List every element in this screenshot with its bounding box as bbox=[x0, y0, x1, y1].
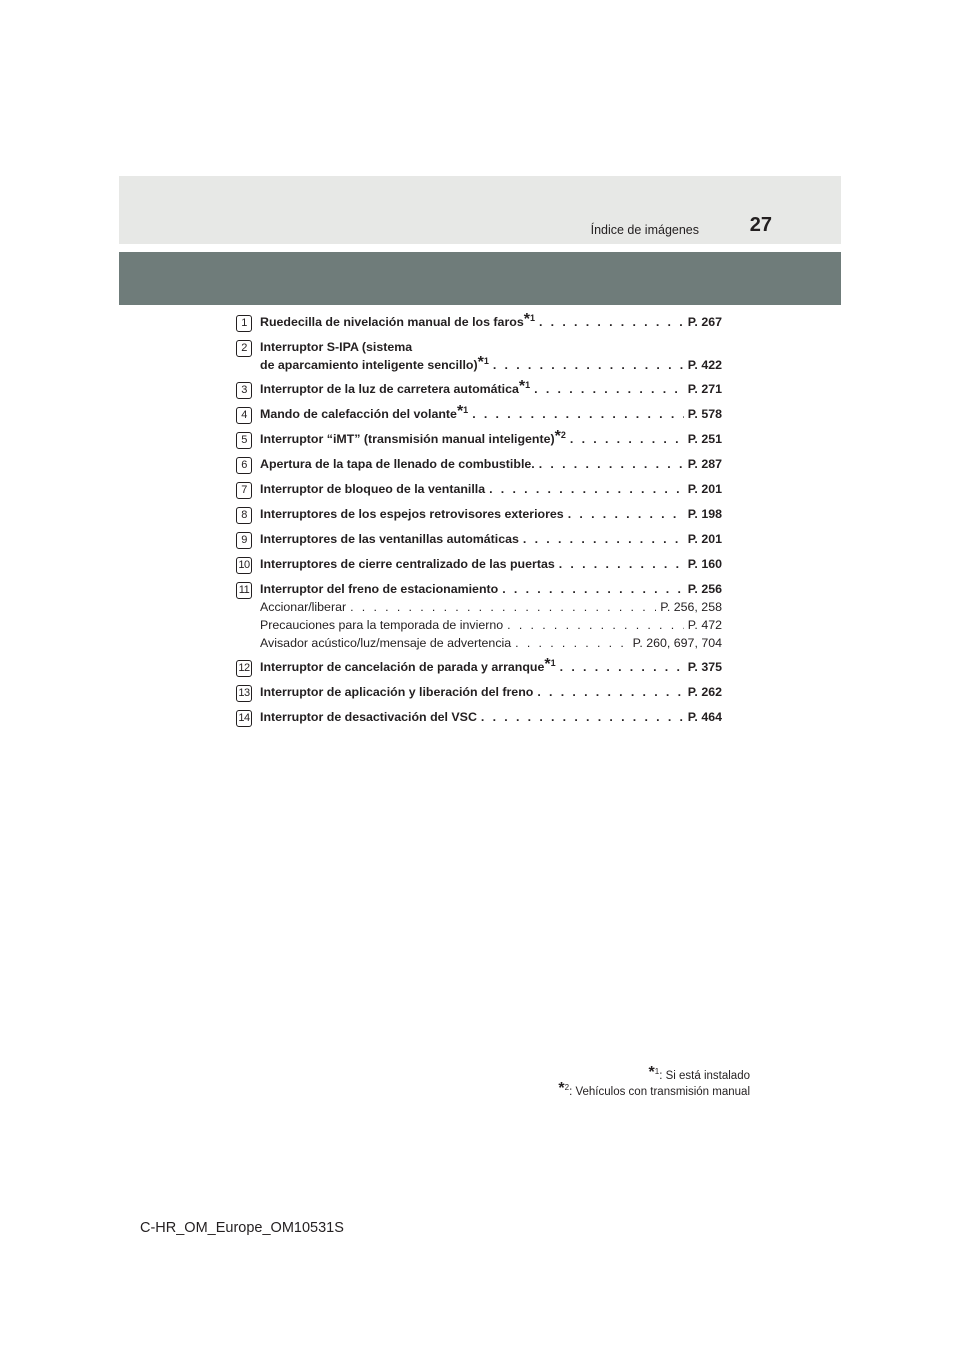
page-reference: P. 375 bbox=[687, 660, 722, 674]
page-number: 27 bbox=[749, 214, 772, 236]
page-reference: P. 578 bbox=[687, 407, 722, 421]
entry-body bbox=[260, 580, 722, 652]
entry-label bbox=[260, 708, 477, 726]
entry-line bbox=[260, 634, 722, 652]
entry-label bbox=[260, 530, 519, 548]
entry-label bbox=[260, 380, 530, 398]
entry-line bbox=[260, 405, 722, 423]
index-entry bbox=[236, 455, 722, 474]
dot-leader bbox=[539, 313, 684, 331]
asterisk-icon: * bbox=[523, 311, 530, 328]
dot-leader bbox=[534, 380, 684, 398]
dot-leader bbox=[493, 356, 684, 374]
entry-label bbox=[260, 313, 535, 331]
entry-line bbox=[260, 380, 722, 398]
entry-label-text: Apertura de la tapa de llenado de combustible. bbox=[260, 457, 535, 471]
entry-label bbox=[260, 580, 498, 598]
page-reference: P. 160 bbox=[687, 557, 722, 571]
page-reference: P. 251 bbox=[687, 432, 722, 446]
asterisk-icon: * bbox=[648, 1064, 655, 1081]
callout-number-badge: 12 bbox=[236, 660, 252, 677]
entry-line bbox=[260, 430, 722, 448]
callout-number-badge: 7 bbox=[236, 482, 252, 499]
entry-body bbox=[260, 455, 722, 473]
entry-label bbox=[260, 338, 412, 356]
entry-body bbox=[260, 683, 722, 701]
page-reference: P. 260, 697, 704 bbox=[632, 636, 722, 650]
footnote-number: 2 bbox=[560, 430, 566, 440]
index-entry bbox=[236, 658, 722, 677]
entry-body bbox=[260, 555, 722, 573]
page-reference: P. 201 bbox=[687, 532, 722, 546]
entry-body bbox=[260, 530, 722, 548]
entry-label-text: Mando de calefacción del volante bbox=[260, 407, 457, 421]
page-reference: P. 262 bbox=[687, 685, 722, 699]
header-band bbox=[119, 176, 841, 244]
footnote-number: 1 bbox=[483, 356, 489, 366]
entry-label-text: Interruptor “iMT” (transmisión manual inteligente) bbox=[260, 432, 555, 446]
entry-label bbox=[260, 634, 511, 652]
entry-label-text: Avisador acústico/luz/mensaje de advertencia bbox=[260, 636, 512, 650]
callout-number-badge: 6 bbox=[236, 457, 252, 474]
page-reference: P. 422 bbox=[687, 358, 722, 372]
asterisk-icon: * bbox=[477, 354, 484, 371]
callout-number-badge: 14 bbox=[236, 710, 252, 727]
footnote-marker bbox=[648, 1064, 660, 1081]
entry-label-text: Interruptor de desactivación del VSC bbox=[260, 710, 477, 724]
callout-number-badge: 5 bbox=[236, 432, 252, 449]
dot-leader bbox=[523, 530, 684, 548]
footnote bbox=[558, 1080, 750, 1100]
asterisk-icon: * bbox=[544, 656, 551, 673]
entry-label bbox=[260, 455, 535, 473]
index-entry bbox=[236, 683, 722, 702]
entry-line bbox=[260, 555, 722, 573]
footnotes bbox=[558, 1064, 750, 1100]
page-reference: P. 287 bbox=[687, 457, 722, 471]
dot-leader bbox=[515, 634, 628, 652]
entry-line bbox=[260, 598, 722, 616]
entry-label-text: Interruptor de cancelación de parada y arranque bbox=[260, 660, 545, 674]
index-entry bbox=[236, 580, 722, 652]
entry-label-text: Interruptor de aplicación y liberación del freno bbox=[260, 685, 534, 699]
dot-leader bbox=[537, 683, 683, 701]
entry-body bbox=[260, 380, 722, 398]
asterisk-icon: * bbox=[554, 428, 561, 445]
footnote-marker bbox=[456, 403, 469, 420]
entry-label-text: Interruptor S-IPA (sistema bbox=[260, 340, 413, 354]
footnote-text: : Vehículos con transmisión manual bbox=[569, 1086, 750, 1098]
index-entry bbox=[236, 313, 722, 332]
page-reference: P. 256, 258 bbox=[660, 600, 722, 614]
index-entry bbox=[236, 380, 722, 399]
entry-line bbox=[260, 708, 722, 726]
entry-label-text: Interruptor de bloqueo de la ventanilla bbox=[260, 482, 486, 496]
entry-body bbox=[260, 405, 722, 423]
section-tab-band bbox=[119, 252, 841, 305]
index-entry bbox=[236, 405, 722, 424]
footnote-number: 2 bbox=[564, 1083, 570, 1092]
entry-label bbox=[260, 505, 564, 523]
dot-leader bbox=[539, 455, 684, 473]
callout-number-badge: 11 bbox=[236, 582, 252, 599]
dot-leader bbox=[489, 480, 684, 498]
entry-line bbox=[260, 616, 722, 634]
dot-leader bbox=[481, 708, 684, 726]
callout-number-badge: 9 bbox=[236, 532, 252, 549]
entry-line bbox=[260, 683, 722, 701]
entry-label-text: Accionar/liberar bbox=[260, 600, 347, 614]
dot-leader bbox=[568, 505, 684, 523]
entry-line bbox=[260, 505, 722, 523]
page-reference: P. 472 bbox=[687, 618, 722, 632]
page-reference: P. 267 bbox=[687, 315, 722, 329]
entry-body bbox=[260, 505, 722, 523]
entry-body bbox=[260, 658, 722, 676]
entry-label bbox=[260, 356, 489, 374]
callout-number-badge: 8 bbox=[236, 507, 252, 524]
entry-label bbox=[260, 405, 468, 423]
footnote-number: 1 bbox=[550, 658, 556, 668]
entry-label-text: Interruptor del freno de estacionamiento bbox=[260, 582, 499, 596]
entry-label bbox=[260, 683, 533, 701]
index-entry bbox=[236, 430, 722, 449]
entry-label bbox=[260, 480, 485, 498]
page-reference: P. 198 bbox=[687, 507, 722, 521]
entry-line bbox=[260, 455, 722, 473]
dot-leader bbox=[559, 555, 684, 573]
asterisk-icon: * bbox=[518, 378, 526, 395]
footnote-number: 1 bbox=[463, 405, 469, 415]
footnote-marker bbox=[554, 428, 566, 445]
picture-index-list bbox=[236, 313, 722, 733]
callout-number-badge: 1 bbox=[236, 315, 252, 332]
entry-body bbox=[260, 338, 722, 374]
entry-label bbox=[260, 555, 555, 573]
callout-number-badge: 3 bbox=[236, 382, 252, 399]
footnote-number: 1 bbox=[525, 380, 531, 390]
entry-line bbox=[260, 530, 722, 548]
entry-line bbox=[260, 356, 722, 374]
entry-body bbox=[260, 430, 722, 448]
index-entry bbox=[236, 480, 722, 499]
entry-label-text: Precauciones para la temporada de invierno bbox=[260, 618, 504, 632]
page-reference: P. 256 bbox=[687, 582, 722, 596]
entry-label bbox=[260, 658, 556, 676]
footnote-text: : Si está instalado bbox=[659, 1070, 750, 1082]
entry-label-text: Interruptores de las ventanillas automáticas bbox=[260, 532, 519, 546]
entry-label-text: Ruedecilla de nivelación manual de los faros bbox=[260, 315, 524, 329]
asterisk-icon: * bbox=[456, 403, 464, 420]
index-entry bbox=[236, 505, 722, 524]
dot-leader bbox=[570, 430, 684, 448]
footnote-marker bbox=[523, 311, 535, 328]
footnote-number: 1 bbox=[529, 313, 535, 323]
entry-label bbox=[260, 430, 566, 448]
dot-leader bbox=[472, 405, 684, 423]
footnote-marker bbox=[518, 378, 531, 395]
footnote-marker bbox=[544, 656, 556, 673]
footnote-number: 1 bbox=[654, 1067, 660, 1076]
page-reference: P. 464 bbox=[687, 710, 722, 724]
index-entry bbox=[236, 708, 722, 727]
index-entry bbox=[236, 338, 722, 374]
entry-label-text: Interruptor de la luz de carretera automática bbox=[260, 382, 519, 396]
callout-number-badge: 13 bbox=[236, 685, 252, 702]
entry-line bbox=[260, 480, 722, 498]
entry-label-text: Interruptores de los espejos retrovisores exteriores bbox=[260, 507, 564, 521]
footnote bbox=[558, 1064, 750, 1084]
page-reference: P. 201 bbox=[687, 482, 722, 496]
footnote-marker bbox=[477, 354, 489, 371]
dot-leader bbox=[502, 580, 684, 598]
callout-number-badge: 4 bbox=[236, 407, 252, 424]
footnote-marker bbox=[558, 1080, 570, 1097]
page-reference: P. 271 bbox=[687, 382, 722, 396]
index-entry bbox=[236, 555, 722, 574]
entry-label bbox=[260, 616, 503, 634]
section-title: Índice de imágenes bbox=[590, 223, 699, 237]
entry-line bbox=[260, 313, 722, 331]
document-code: C-HR_OM_Europe_OM10531S bbox=[140, 1220, 344, 1236]
entry-line-continued bbox=[260, 338, 722, 356]
asterisk-icon: * bbox=[558, 1080, 565, 1097]
entry-body bbox=[260, 313, 722, 331]
entry-body bbox=[260, 480, 722, 498]
dot-leader bbox=[350, 598, 656, 616]
entry-label bbox=[260, 598, 346, 616]
index-entry bbox=[236, 530, 722, 549]
entry-line bbox=[260, 580, 722, 598]
entry-label-text: Interruptores de cierre centralizado de las puertas bbox=[260, 557, 555, 571]
callout-number-badge: 10 bbox=[236, 557, 252, 574]
callout-number-badge: 2 bbox=[236, 340, 252, 357]
entry-label-text: de aparcamiento inteligente sencillo) bbox=[260, 358, 478, 372]
entry-body bbox=[260, 708, 722, 726]
dot-leader bbox=[507, 616, 684, 634]
dot-leader bbox=[560, 658, 684, 676]
entry-line bbox=[260, 658, 722, 676]
